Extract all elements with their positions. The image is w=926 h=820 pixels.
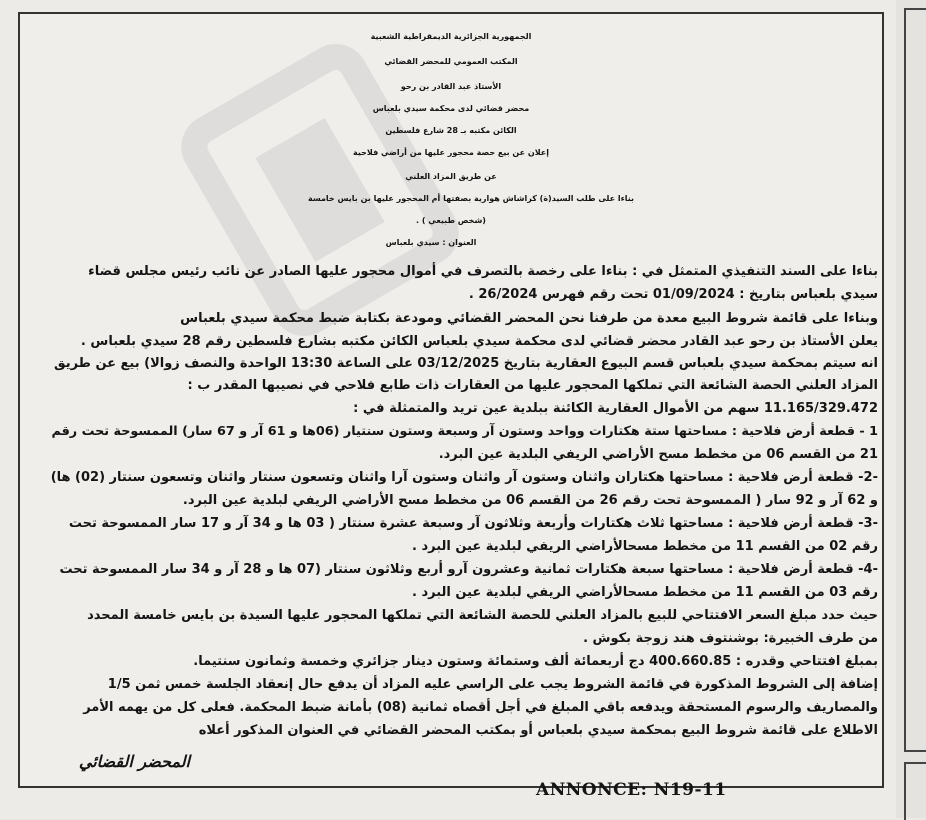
header-location: العنوان : سيدي بلعباس [385, 238, 477, 247]
header-announcement-title: إعلان عن بيع حصة محجور عليها من أراضي فلاحية [353, 148, 549, 157]
body-line: -2- قطعة أرض فلاحية : مساحتها هكتاران واثنان وستون آر واثنان وستون آرا واثنان وتسعون سنتار واثنان وتسعون سنتار (02) ها) [50, 470, 878, 485]
body-line: رقم 03 من القسم 11 من مخطط مسحالأراضي الريفي لبلدية عين البرد . [412, 585, 878, 600]
body-line: سيدي بلعباس بتاريخ : 01/09/2024 تحت رقم فهرس 26/2024 . [468, 287, 878, 302]
body-line: وبناءا على قائمة شروط البيع معدة من طرفنا نحن المحضر القضائي ومودعة بكتابة ضبط محكمة سيدي بلعباس [180, 311, 878, 326]
header-requester: بناءا على طلب السيد(ة) كراشاش هوارية بصفتها أم المحجور عليها بن بايس خامسة [307, 194, 635, 203]
header-address: الكائن مكتبه بـ 28 شارع فلسطين [385, 126, 517, 135]
body-line: إضافة إلى الشروط المذكورة في قائمة الشروط يجب على الراسي عليه المزاد أن يدفع حال إنعقاد الجلسة خمس ثمن 1/5 [107, 677, 878, 692]
body-line: بمبلغ افتتاحي وقدره : 400.660.85 دج أربعمائة ألف وستمائة وستون دينار جزائري وخمسة وثمانون سنتيما. [193, 654, 878, 669]
body-line: يعلن الأستاذ بن رحو عبد القادر محضر قضائي لدى محكمة سيدي بلعباس الكائن مكتبه بشارع فلسطين رقم 28 سيدي بلعباس . [80, 334, 878, 349]
body-line: 11.165/329.472 سهم من الأموال العقارية الكائنة ببلدية عين تريد والمتمثلة في : [353, 401, 878, 416]
body-line: رقم 02 من القسم 11 من مخطط مسحالأراضي الريفي لبلدية عين البرد . [412, 539, 878, 554]
adjacent-column-edge [896, 0, 926, 818]
body-line: -3- قطعة أرض فلاحية : مساحتها ثلاث هكتارات وأربعة وثلاثون آر وسبعة عشرة سنتار ( 03 ها و 34 آر و 17 سار الممسوحة تحت [68, 516, 878, 531]
body-line: 1 - قطعة أرض فلاحية : مساحتها ستة هكتارات وواحد وستون آر وسبعة وستون سنتيار (06ها و 61 آر و 67 سار) الممسوحة تحت رقم [51, 424, 878, 439]
header-court: محضر قضائي لدى محكمة سيدي بلعباس [372, 104, 530, 113]
adjacent-frame [904, 8, 926, 752]
body-line: 21 من القسم 06 من مخطط مسح الأراضي الريفي البلدية عين البرد. [438, 447, 878, 462]
body-line: -4- قطعة أرض فلاحية : مساحتها سبعة هكتارات ثمانية وعشرون آرو أربع وثلاثون سنتار (07 ها و 28 آر و 34 سار الممسوحة تحت [59, 562, 878, 577]
adjacent-frame-lower [904, 762, 926, 820]
body-line: و 62 آر و 92 سار ( الممسوحة تحت رقم 26 من القسم 06 من مخطط مسح الأراضي الريفي لبلدية عين البرد. [182, 493, 878, 508]
announcement-number: ANNONCE: N19-11 [536, 780, 727, 800]
signature: المحضر القضائي [78, 752, 190, 771]
body-line: انه سيتم بمحكمة سيدي بلعباس قسم البيوع العقارية بتاريخ 03/12/2025 على الساعة 13:30 الواحدة والنصف زوالا) بيع عن طريق [53, 356, 878, 371]
header-republic: الجمهورية الجزائرية الديمقراطية الشعبية [370, 32, 532, 41]
body-line: بناءا على السند التنفيذي المتمثل في : بناءا على رخصة بالتصرف في أموال محجور عليها الصادر عن نائب رئيس مجلس قضاء [88, 264, 878, 279]
body-line: المزاد العلني الحصة الشائعة التي تملكها المحجور عليها من العقارات ذات طابع فلاحي في نصيبها المقدر ب : [187, 378, 878, 393]
body-line: والمصاريف والرسوم المستحقة ويدفعه باقي المبلغ في أجل أقصاه ثمانية (08) بأمانة ضبط المحكمة. فعلى كل من يهمه الأمر [83, 700, 878, 715]
header-name: الأستاذ عبد القادر بن رحو [400, 82, 502, 91]
body-line: الاطلاع على قائمة شروط البيع بمحكمة سيدي بلعباس أو بمكتب المحضر القضائي في العنوان المذكور أعلاه [198, 723, 878, 738]
header-person-type: (شخص طبيعي ) . [416, 216, 486, 225]
header-office: المكتب العمومي للمحضر القضائي [384, 57, 518, 66]
body-line: من طرف الخبيرة: بوشنتوف هند زوجة بكوش . [583, 631, 878, 646]
body-line: حيث حدد مبلغ السعر الافتتاحي للبيع بالمزاد العلني للحصة الشائعة التي تملكها المحجور عليها السيدة بن بايس خامسة المحدد [87, 608, 878, 623]
header-auction: عن طريق المزاد العلني [405, 172, 497, 181]
